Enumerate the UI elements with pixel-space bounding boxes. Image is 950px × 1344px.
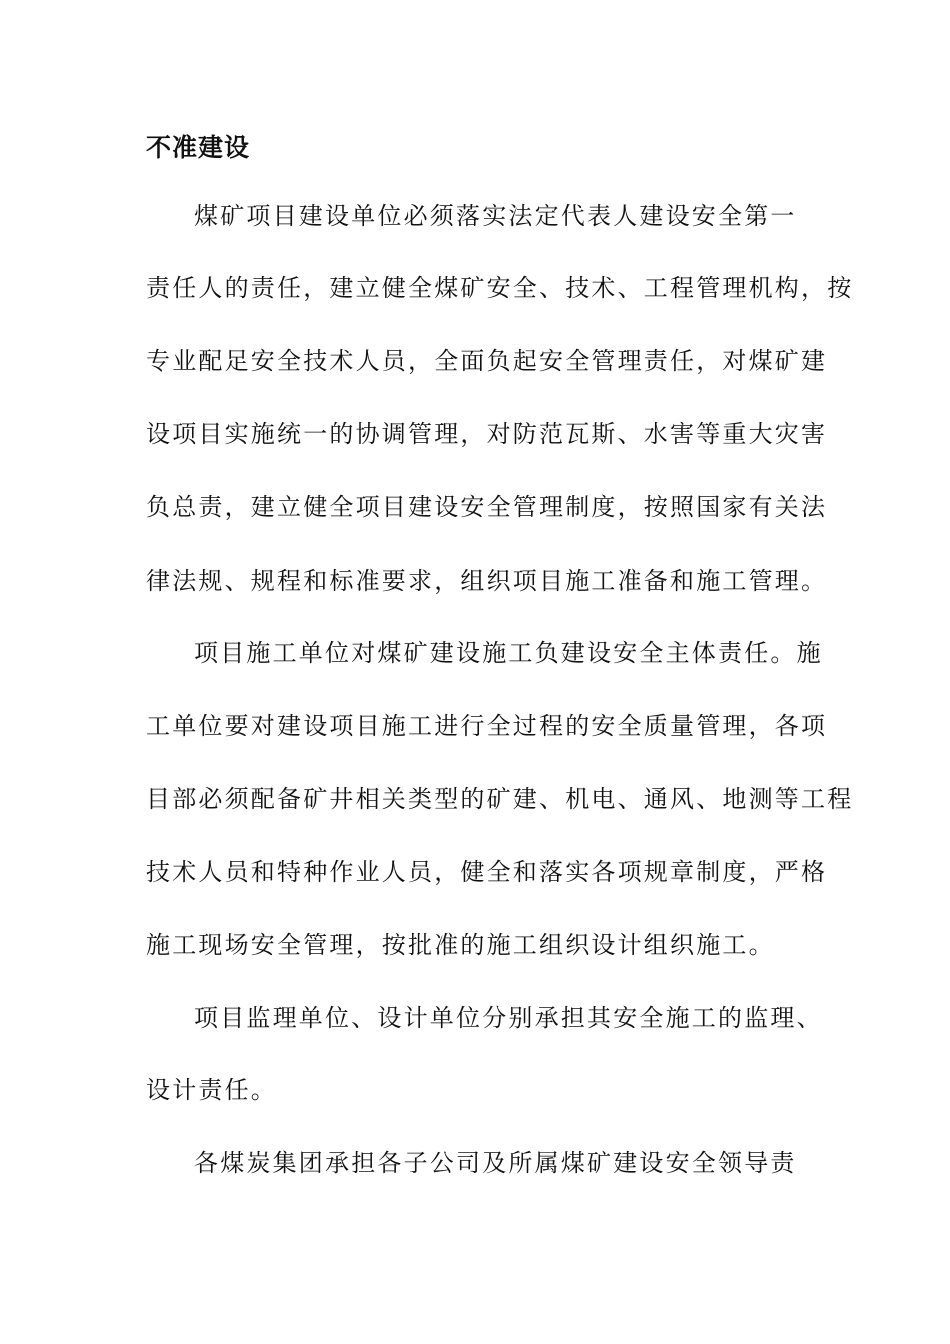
paragraph-1-line-2: 责任人的责任，建立健全煤矿安全、技术、工程管理机构，按	[146, 274, 854, 302]
paragraph-2-line-3: 目部必须配备矿井相关类型的矿建、机电、通风、地测等工程	[146, 785, 854, 813]
paragraph-1-line-4: 设项目实施统一的协调管理，对防范瓦斯、水害等重大灾害	[146, 420, 828, 448]
paragraph-1-line-3: 专业配足安全技术人员，全面负起安全管理责任，对煤矿建	[146, 347, 828, 375]
paragraph-3-line-2: 设计责任。	[146, 1076, 277, 1104]
paragraph-2-line-4: 技术人员和特种作业人员，健全和落实各项规章制度，严格	[146, 858, 828, 886]
paragraph-2-line-1: 项目施工单位对煤矿建设施工负建设安全主体责任。施	[194, 639, 823, 667]
paragraph-1-line-1: 煤矿项目建设单位必须落实法定代表人建设安全第一	[194, 202, 797, 230]
paragraph-1-line-6: 律法规、规程和标准要求，组织项目施工准备和施工管理。	[146, 567, 828, 595]
paragraph-2-line-5: 施工现场安全管理，按批准的施工组织设计组织施工。	[146, 931, 775, 959]
paragraph-4-line-1: 各煤炭集团承担各子公司及所属煤矿建设安全领导责	[194, 1149, 797, 1177]
paragraph-3-line-1: 项目监理单位、设计单位分别承担其安全施工的监理、	[194, 1004, 823, 1032]
paragraph-1-line-5: 负总责，建立健全项目建设安全管理制度，按照国家有关法	[146, 493, 828, 521]
paragraph-2-line-2: 工单位要对建设项目施工进行全过程的安全质量管理，各项	[146, 712, 828, 740]
section-heading: 不准建设	[146, 133, 251, 162]
